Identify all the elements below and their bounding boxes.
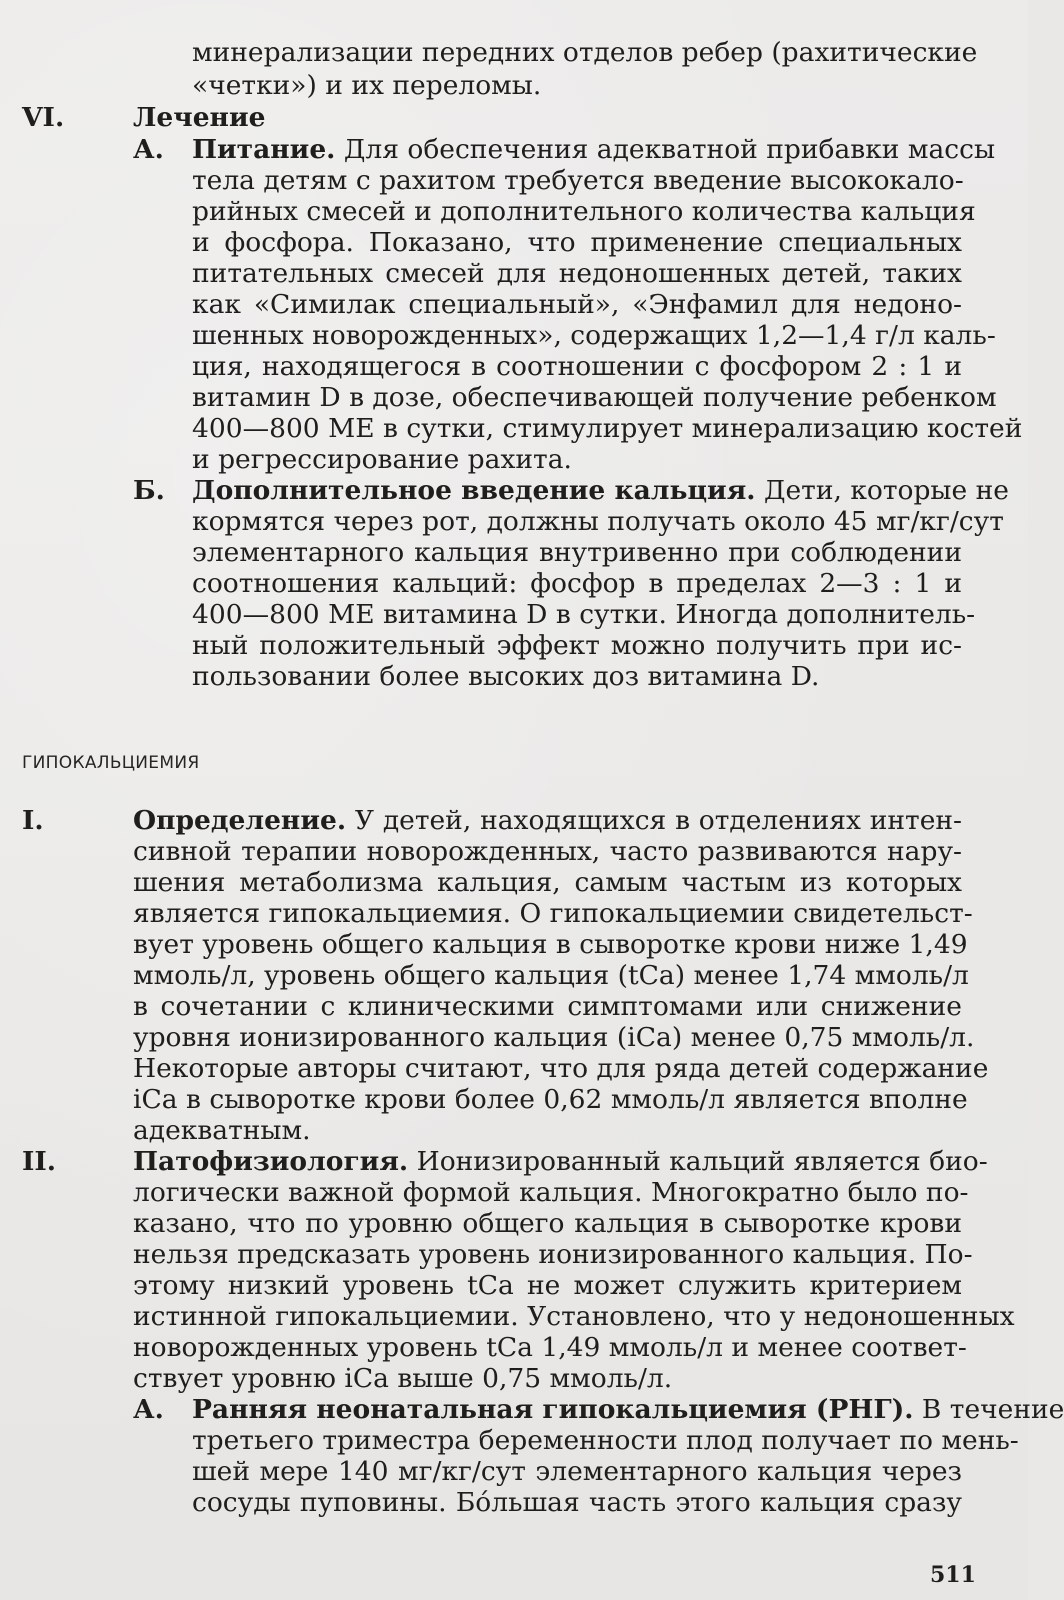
item-marker: Б. <box>133 475 165 506</box>
text-line: и фосфора. Показано, что применение специальных <box>192 227 962 258</box>
text-line: кормятся через рот, должны получать около 45 мг/кг/сут <box>192 506 1004 537</box>
text-line: вует уровень общего кальция в сыворотке крови ниже 1,49 <box>133 929 968 960</box>
section-heading: ГИПОКАЛЬЦИЕМИЯ <box>22 753 200 773</box>
text-line: нельзя предсказать уровень ионизированного кальция. По- <box>133 1239 973 1270</box>
text-fragment: Для обеспечения адекватной прибавки массы <box>335 134 996 165</box>
text-line: казано, что по уровню общего кальция в сыворотке крови <box>133 1208 962 1239</box>
text-line: сивной терапии новорожденных, часто развиваются нару- <box>133 836 962 867</box>
text-line: сосуды пуповины. Бóльшая часть этого кальция сразу <box>192 1487 962 1518</box>
text-line: ствует уровню iCa выше 0,75 ммоль/л. <box>133 1363 673 1394</box>
section-title: Лечение <box>133 102 266 133</box>
item-marker: А. <box>133 134 164 165</box>
text-line: ммоль/л, уровень общего кальция (tCa) менее 1,74 ммоль/л <box>133 960 969 991</box>
item-title: Дополнительное введение кальция. <box>192 475 756 506</box>
text-line <box>192 1394 1064 1425</box>
page-number: 511 <box>930 1562 976 1588</box>
text-line: 400—800 МЕ в сутки, стимулирует минерализацию костей <box>192 413 1023 444</box>
text-line <box>192 475 1009 506</box>
text-line: истинной гипокальциемии. Установлено, что у недоношенных <box>133 1301 1015 1332</box>
text-line: ция, находящегося в соотношении с фосфором 2 : 1 и <box>192 351 962 382</box>
item-title: Патофизиология. <box>133 1146 409 1177</box>
text-line: в сочетании с клиническими симптомами или снижение <box>133 991 962 1022</box>
text-line: 400—800 МЕ витамина D в сутки. Иногда дополнитель- <box>192 599 976 630</box>
text-line: адекватным. <box>133 1115 311 1146</box>
text-line: этому низкий уровень tCa не может служить критерием <box>133 1270 962 1301</box>
text-line: витамин D в дозе, обеспечивающей получение ребенком <box>192 382 997 413</box>
text-fragment: У детей, находящихся в отделениях интен- <box>346 805 962 836</box>
text-line <box>192 134 996 165</box>
text-line: как «Симилак специальный», «Энфамил для недоно- <box>192 289 962 320</box>
text-line: уровня ионизированного кальция (iCa) менее 0,75 ммоль/л. <box>133 1022 975 1053</box>
section-number: VI. <box>22 102 65 133</box>
text-line: шенных новорожденных», содержащих 1,2—1,4 г/л каль- <box>192 320 996 351</box>
text-line: и регрессирование рахита. <box>192 444 572 475</box>
item-title: Ранняя неонатальная гипокальциемия (РНГ). <box>192 1394 914 1425</box>
text-line: Некоторые авторы считают, что для ряда детей содержание <box>133 1053 989 1084</box>
text-fragment: В течение <box>913 1394 1064 1425</box>
text-line: питательных смесей для недоношенных детей, таких <box>192 258 962 289</box>
item-marker: А. <box>133 1394 164 1425</box>
item-title: Определение. <box>133 805 347 836</box>
text-line <box>133 806 962 836</box>
text-line: соотношения кальций: фосфор в пределах 2—3 : 1 и <box>192 568 962 599</box>
text-line: шения метаболизма кальция, самым частым из которых <box>133 867 962 898</box>
text-line: тела детям с рахитом требуется введение высококало- <box>192 165 964 196</box>
text-line: ный положительный эффект можно получить при ис- <box>192 630 962 661</box>
text-line: новорожденных уровень tCa 1,49 ммоль/л и менее соответ- <box>133 1332 967 1363</box>
text-line: iCa в сыворотке крови более 0,62 ммоль/л является вполне <box>133 1084 968 1115</box>
text-line: шей мере 140 мг/кг/сут элементарного кальция через <box>192 1456 962 1487</box>
section-number: I. <box>22 805 44 836</box>
text-line: пользовании более высоких доз витамина D. <box>192 661 820 692</box>
text-fragment: Дети, которые не <box>755 475 1009 506</box>
item-title: Питание. <box>192 134 336 165</box>
text-fragment: Ионизированный кальций является био- <box>408 1146 988 1177</box>
text-line: «четки») и их переломы. <box>192 70 542 101</box>
text-line: третьего триместра беременности плод получает по мень- <box>192 1425 1019 1456</box>
text-line: элементарного кальция внутривенно при соблюдении <box>192 537 962 568</box>
text-line <box>133 1146 988 1177</box>
text-line: рийных смесей и дополнительного количества кальция <box>192 196 976 227</box>
text-line: минерализации передних отделов ребер (рахитические <box>192 37 978 68</box>
text-line: является гипокальциемия. О гипокальциемии свидетельст- <box>133 898 973 929</box>
text-line: логически важной формой кальция. Многократно было по- <box>133 1177 969 1208</box>
section-number: II. <box>22 1146 57 1177</box>
